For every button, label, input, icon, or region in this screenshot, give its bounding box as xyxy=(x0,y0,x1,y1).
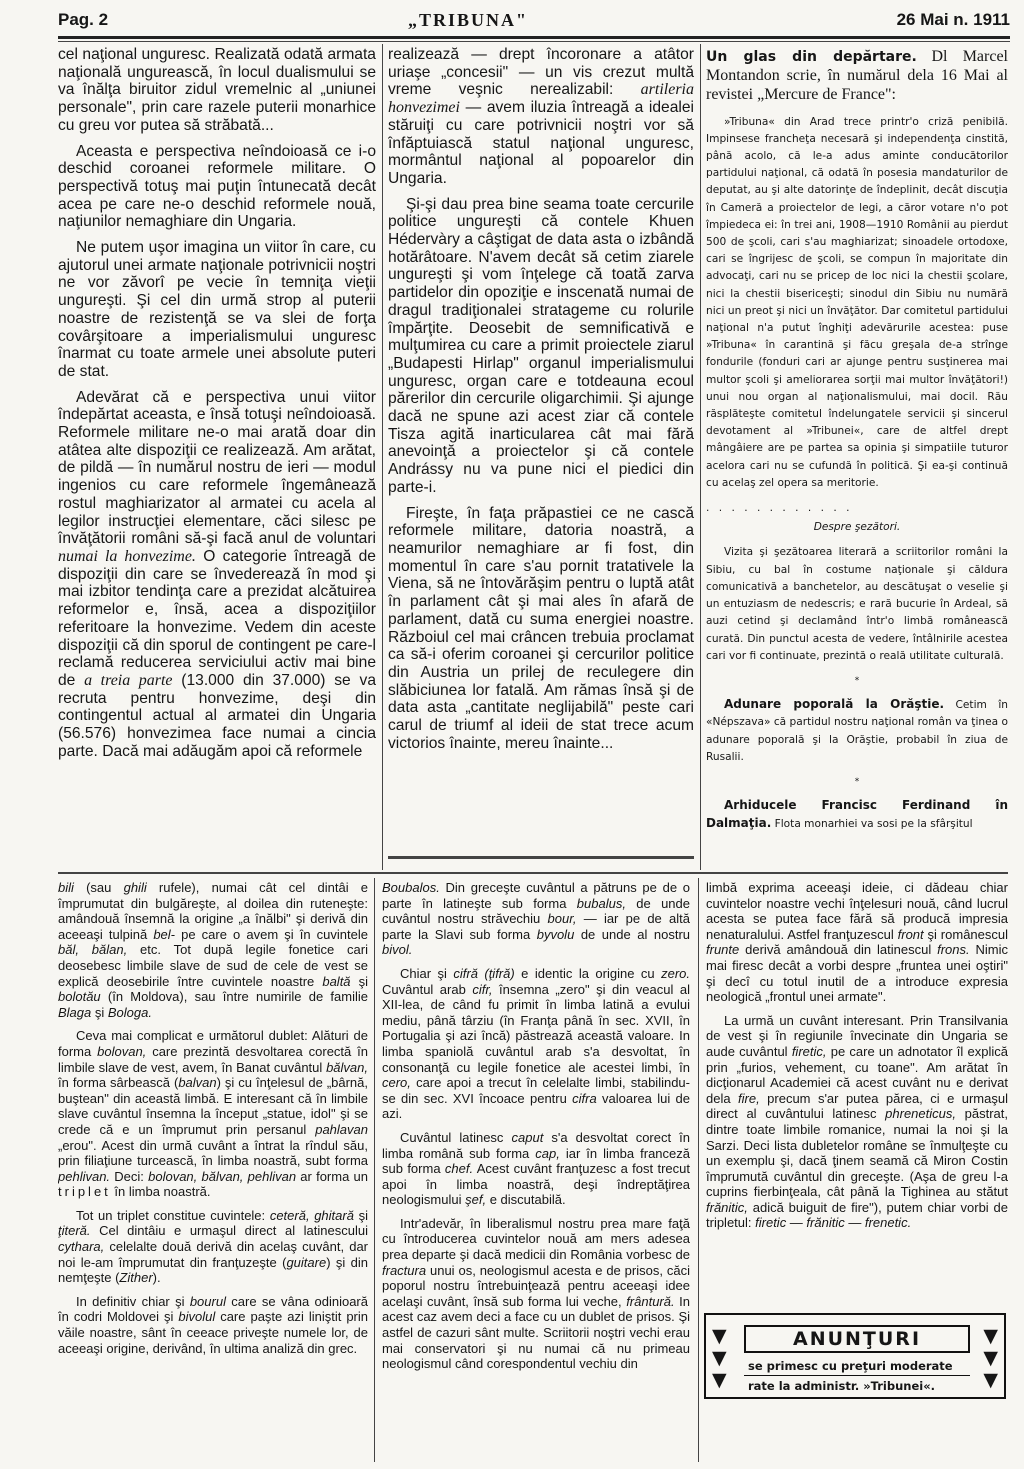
feuilleton-column-right xyxy=(706,880,1008,1302)
column-divider xyxy=(698,878,699,1462)
paragraph: Adevărat că e perspectiva unui viitor îndepărtat aceasta, e însă totuşi neîndoioasă. Reformele militare ne-o mai arată doar din atâtea alte dispoziţii ce realizează. Am arătat, de pildă — în numărul nostru de ieri — modul ingenios cu care reformele îngemânează rostul maghiarizator al armatei cu acela al legilor instrucţiei elementare, căci silesc pe învăţătorii români să-şi facă anul de voluntari numai la honvezime. O categorie întreagă de dispoziţii din care se învedereazǎ în mod şi mai izbitor tendinţa care a prezidat alcătuirea reformelor e, însă, acea a dispoziţiilor referitoare la honvezime. Vedem din aceste dispoziţii că din sporul de contingent pe care-l reclamă reducerea serviciului activ mai bine de a treia parte (13.000 din 37.000) se va recruta pentru honvezime, deşi din contingentul actual al armatei din Ungaria (56.576) honvezimea face numai a cincia parte. Dacă mai adăugăm apoi că reformele xyxy=(58,388,376,760)
section-rule xyxy=(58,872,1008,874)
feuilleton-column-left xyxy=(58,880,368,1462)
paragraph: Ceva mai complicat e următorul dublet: Alături de forma bolovan, care prezintă desvoltarea corectă în limbile slave de vest, avem, în Banat cuvântul bălvan, în forma sârbească (balvan) şi cu înţelesul de „bârnă, buştean" din această limbă. E interesant că în limbile slave cuvântul însemna la început „statue, idol" şi se crede că e un împrumut prin persanul pahlavan „erou". Acest din urmă cuvânt a întrat la rîndul său, prin filiaţiune turcească, în limba noastră, subt forma pehlivan. Deci: bolovan, bălvan, pehlivan ar forma un triplet în limba noastră. xyxy=(58,1028,368,1200)
column-divider xyxy=(382,44,383,870)
paragraph: Boubalos. Din greceşte cuvântul a pătruns pe de o parte în latineşte sub forma bubalus, de unde cuvântul nostru străvechiu bour, — iar pe de altă parte la Slavi sub forma byvolu de unde al nostru bivol. xyxy=(382,880,690,958)
star-separator: * xyxy=(854,776,860,787)
star-separator: * xyxy=(854,675,860,686)
advert-box xyxy=(704,1313,1006,1399)
triangle-down-icon: ▼ xyxy=(712,1325,727,1347)
paragraph: realizează — drept încoronare a atâtor uriaşe „concesii" — un vis crezut multă vreme veşnic nerealizabil: artileria honvezimei — avem iluzia întreagă a idealei stăruiţi cu care potrivnicii noştri vor să înfăptuiască statul naţional unguresc, mormântul naţional al popoarelor din Ungaria. xyxy=(388,46,694,187)
news-heading: Despre şezători. xyxy=(813,521,901,534)
newspaper-title: „TRIBUNA" xyxy=(408,10,529,30)
triangle-down-icon: ▼ xyxy=(983,1369,998,1391)
paragraph: La urmă un cuvânt interesant. Prin Transilvania de vest şi în regiunile învecinate din Ungaria se aude cuvântul firetic, pe care un adnotator îl explică prin „furios, vehement, cu toane". Am arătat în dicţionarul Academiei că acest cuvânt nu e derivat dela fire, precum s'ar putea părea, ci e urmaşul direct al cuvântului latinesc phreneticus, păstrat, dintre toate limbile romanice, numai la noi şi la Sarzi. Deci lista dubletelor române se înmulţeşte cu un exemplu şi, dacă ţinem seamă că Miron Costin împrumută cuvântul din greceşte. (Aşa de greu l-a cuprins fierbinţeala, cât până la Tighinea au stătut frănitic, adică buiguit de fire"), putem chiar vorbi de tripletul: firetic — frănitic — frenetic. xyxy=(706,1012,1008,1231)
news-heading: Un glas din depărtare. xyxy=(706,49,917,65)
news-item-arhiducele: Arhiducele Francisc Ferdinand în Dalmaţia. Flota monarhiei va sosi pe la sfârşitul xyxy=(706,798,1008,831)
advert-line-2: rate la administr. »Tribunei«. xyxy=(748,1379,935,1393)
paragraph: Cuvântul latinesc caput s'a desvoltat corect în limba română sub forma cap, iar în limba franceză sub forma chef. Acest cuvânt franţuzesc a fost trecut apoi în limba noastră, deşi îndreptăţirea neologismului şef, e discutabilă. xyxy=(382,1129,690,1208)
triangle-down-icon: ▼ xyxy=(712,1369,727,1391)
news-quote: »Tribuna« din Arad trece printr'o criză penibilă. Impinsese francheţa necesară şi independenţa cinstită, până acolo, că le-a adus aminte conducătorilor partidului naţional, că odată în posesia mandaturilor de deputat, au şi alte datorinţe de îndeplinit, decât discuţia în Cameră a proiectelor de legi, a căror votare n'o pot împiedeca ei: în trei ani, 1908—1910 Românii au pierdut 500 de şcoli, cari s'au maghiarizat; sinoadele ortodoxe, cari se îngrijesc de şcoli, se compun în majoritate din advocaţi, cari nu se pricep de loc nici la chestii şcolare, nici la chestii bisericeşti; sinodul din Sibiu nu numără nici un preot şi nici un învăţător. Dar comitetul partidului naţional n'a putut înghiţi adevărurile acestea: puse »Tribuna« în carantină şi făcu greşala de-a strînge fondurile (fonduri cari ar ajunge pentru susţinerea mai multor şcoli şi ameliorarea sorţii mai multor învăţători!) unui nou organ al naţionalismului, mai docil. Rău răsplăteşte comitetul îndelungatele servicii şi sincerul devotament al »Tribunei«, care de altfel drept mângâiere are pe partea sa opinia şi simpatiile tuturor acelora cari nu se cufundă în politică. Şi ea-şi continuă cu acelaş zel opera sa meritorie. xyxy=(706,115,1008,489)
advert-line-1: se primesc cu preţuri moderate xyxy=(748,1359,953,1373)
triangle-down-icon: ▼ xyxy=(983,1347,998,1369)
column-divider xyxy=(374,878,375,1462)
paragraph: bili (sau ghili rufele), numai cât cel dintâi e împrumutat din bulgăreşte, al doilea din ruteneşte: amândouă însemnă la origine „a înălbi" şi derivă din aceeaşi tulpină bel- pe care o avem şi în cuvintele băl, bălan, etc. Tot după legile fonetice cari deosebesc limbile slave de sud de cele de vest se explică deosebirile între cuvintele noastre baltă şi bolotău (în Moldova), sau între numirile de familie Blaga şi Bologa. xyxy=(58,880,368,1020)
news-column xyxy=(706,48,1008,870)
page-number: Pag. 2 xyxy=(58,10,109,29)
advert-divider xyxy=(744,1375,970,1376)
paragraph: Fireşte, în faţa prăpastiei ce ne cască reformele militare, datoria noastră, a neamurilor nemaghiare ar fi fost, din momentul în care s'au pornit tratativele la Viena, să ne întovărăşim pentru o luptă atât în parlament cât şi mai ales în afară de parlament, dată cu suma energiei noastre. Războiul cel mai crâncen trebuia proclamat ca să-i oferim coroanei şi cercurilor politice din Austria un prilej de reculegere din slăbiciunea lor fatală. Am rămas însă şi de data asta „cantitate neglijabilă" peste cari carul de triumf al ideii de stat trece acum victorios înainte, mereu înainte... xyxy=(388,504,694,752)
paragraph: Şi-şi dau prea bine seama toate cercurile politice ungureşti că contele Khuen Hédervàry a câştigat de data asta o izbândă hotărâtoare. N'avem decât să cetim ziarele ungureşti şi vom înţelege că toată zarva partidelor din opoziţie e inscenată numai de dragul tradiţionalei stratageme cu rolurile împărţite. Deosebit de semnificativă e mulţumirea cu care a primit proiectele ziarul „Budapesti Hirlap" organul imperialismului unguresc, organ care e totdeauna ecoul părerilor din cercurile oligarchimii. Şi ajunge dacă ne spune azi acest ziar că contele Tisza agită inarticularea cât mai fără anevoinţă a proiectelor şi că contele Andrássy nu va pune nici el piedici din parte-i. xyxy=(388,195,694,496)
article-end-rule xyxy=(388,856,694,859)
editorial-column-left xyxy=(58,46,376,864)
news-item-adunare: Adunare poporală la Orăştie. Cetim în «Népszava» că partidul nostru naţional român va ţinea o adunare poporală şi la Orăştie, probabil în ziua de Rusalii. xyxy=(706,697,1008,763)
paragraph: Aceasta e perspectiva neîndoioasă ce i-o deschid coroanei reformele militare. O perspectivă totuş mai puţin întunecată decât acea pe care ne-o deschid reformele nouă, naţiunilor nemaghiare din Ungaria. xyxy=(58,142,376,231)
header-rule-thin xyxy=(58,41,1010,42)
paragraph: In definitiv chiar şi bourul care se vâna odinioară în codri Moldovei şi bivolul care paşte azi liniştit prin văile noastre, sânt în ceeace priveşte numele lor, de aceeaşi origine, derivând, în ultima analiză din grec. xyxy=(58,1293,368,1356)
paragraph: Ne putem uşor imagina un viitor în care, cu ajutorul unei armate naţionale potrivnicii noştri ne vor zăvorî pe vecie în temniţa vieţii ungureşti. Şi cel din urmă strop al puterii noastre de rezistenţă se va slei de forţa covârşitoare a imperialismului unguresc înarmat cu toate armele unei absolute puteri de stat. xyxy=(58,239,376,380)
paragraph: Intr'adevăr, în liberalismul nostru prea mare faţă cu întroducerea cuvintelor nouă am mers adesea prea departe şi dacă medicii din România vorbesc de fractura unui os, neologismul acesta e de prisos, căci poporul nostru întrebuinţează pentru aceeaşi idee acelaşi cuvânt, însă sub forma lui veche, frântură. In acest caz avem deci a face cu un dublet de prisos. Şi astfel de cazuri sânt multe. Scriitorii noştri vechi erau mai conservatori şi nu numai că nu primeau neologismul când corespondentul vechiu din xyxy=(382,1215,690,1372)
triangle-down-icon: ▼ xyxy=(712,1347,727,1369)
page-header xyxy=(58,10,1010,34)
column-divider xyxy=(700,44,701,870)
feuilleton-column-middle xyxy=(382,880,690,1462)
header-rule xyxy=(58,36,1010,39)
triangle-down-icon: ▼ xyxy=(983,1325,998,1347)
news-item-sezatori: Vizita şi şezătoarea literară a scriitorilor români la Sibiu, cu bal în costume naţionale şi căldura comunicativă a banchetelor, au descătuşat o veselie şi un entuziasm de nedescris; e rară bucurie în Ardeal, să auzi cetind şi declamând într'o limbă românească curată. Din punctul acesta de vedere, întâlnirile acestea cari vor fi continuate, prezintă o reală utilitate culturală. xyxy=(706,546,1008,662)
news-item-glas: Un glas din depărtare. Dl Marcel Montandon scrie, în numărul dela 16 Mai al revistei „Mercure de France": xyxy=(706,48,1008,104)
paragraph: Chiar şi cifră (ţifră) e identic la origine cu zero. Cuvântul arab cifr, însemna „zero" şi din veacul al XII-lea, de când fu primit în limba latină a evului mediu, până târziu (în Franţa până în sec. XVII, în Portugalia şi azi încă) păstrează această valoare. In limba spaniolă cuvântul arab s'a desvoltat, în consonanţă cu legile fonetice ale acestei limbi, în cero, care apoi a trecut în celelalte limbi, stabilindu-se din sec. XVI încoace pentru cifra valoarea lui de azi. xyxy=(382,965,690,1122)
advert-banner: ANUNŢURI xyxy=(744,1325,970,1353)
editorial-column-middle xyxy=(388,46,694,846)
paragraph: limbă exprima aceeaşi ideie, ci dădeau chiar cuvintelor noastre vechi înţelesuri nouă, când lucrul acesta se putea face fără să producă impresia nenaturalului. Astfel franţuzescul front şi românescul frunte derivă amândouă din latinescul frons. Nimic mai firesc decât a vorbi despre „fruntea unei oştiri" şi decî cu totul inutil de a introduce expresia neologică „frontul unei armate". xyxy=(706,880,1008,1005)
issue-date: 26 Mai n. 1911 xyxy=(896,10,1010,29)
paragraph: Tot un triplet constitue cuvintele: ceteră, ghitară şi ţiteră. Cel dintâiu e urmaşul direct al latinescului cythara, celelalte două derivă din acelaş cuvânt, dar noi le-am împrumutat din franţuzeşte (guitare) şi din nemţeşte (Zither). xyxy=(58,1207,368,1286)
paragraph: cel naţional unguresc. Realizată odată armata naţională ungurească, în locul dualismului se va înălţa biruitor zidul vremelnic al „uniunei personale", prin care razele puterii monarhice cu greu vor putea să străbată... xyxy=(58,46,376,134)
dotted-separator: . . . . . . . . . . . . xyxy=(706,502,853,515)
